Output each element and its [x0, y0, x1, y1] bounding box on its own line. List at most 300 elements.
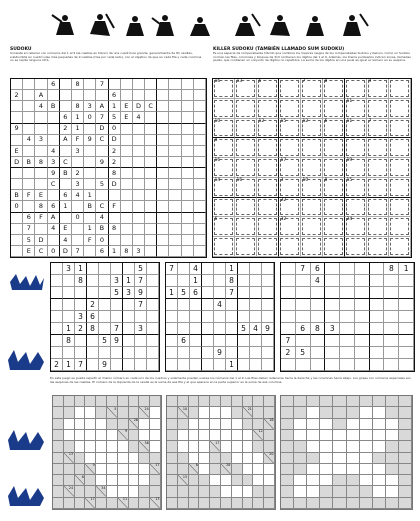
sudoku-cell[interactable]: 8: [72, 79, 84, 90]
killer-cell[interactable]: [345, 138, 367, 158]
sudoku-cell[interactable]: 3: [75, 311, 87, 323]
kakuro-entry-cell[interactable]: [347, 453, 360, 464]
kakuro-entry-cell[interactable]: [96, 419, 107, 430]
sudoku-cell[interactable]: 9: [48, 168, 60, 179]
sudoku-cell[interactable]: [182, 135, 194, 146]
kakuro-entry-cell[interactable]: [221, 475, 232, 486]
kakuro-entry-cell[interactable]: [373, 419, 386, 430]
sudoku-cell[interactable]: [178, 275, 190, 287]
sudoku-cell[interactable]: [370, 299, 385, 311]
sudoku-cell[interactable]: [121, 124, 133, 135]
sudoku-cell[interactable]: [72, 90, 84, 101]
sudoku-cell[interactable]: [135, 335, 147, 347]
sudoku-cell[interactable]: [169, 224, 181, 235]
kakuro-entry-cell[interactable]: [307, 486, 320, 497]
sudoku-cell[interactable]: [99, 311, 111, 323]
sudoku-cell[interactable]: [226, 311, 238, 323]
sudoku-cell[interactable]: [340, 311, 355, 323]
kakuro-entry-cell[interactable]: [199, 407, 210, 418]
killer-cell[interactable]: [213, 119, 235, 139]
killer-cell[interactable]: [323, 79, 345, 99]
kakuro-entry-cell[interactable]: [333, 430, 346, 441]
kakuro-entry-cell[interactable]: [75, 441, 86, 452]
killer-cell[interactable]: [345, 79, 367, 99]
sudoku-cell[interactable]: 8: [121, 246, 133, 257]
sudoku-cell[interactable]: [121, 201, 133, 212]
killer-cell[interactable]: [389, 237, 411, 257]
sudoku-cell[interactable]: [169, 235, 181, 246]
sudoku-cell[interactable]: F: [109, 201, 121, 212]
kakuro-entry-cell[interactable]: [373, 430, 386, 441]
sudoku-cell[interactable]: [281, 263, 296, 275]
sudoku-cell[interactable]: 6: [96, 246, 108, 257]
sudoku-cell[interactable]: [157, 235, 169, 246]
kakuro-entry-cell[interactable]: [107, 430, 118, 441]
kakuro-entry-cell[interactable]: [333, 464, 346, 475]
killer-cell[interactable]: [389, 79, 411, 99]
sudoku-cell[interactable]: [87, 287, 99, 299]
killer-cell[interactable]: [235, 198, 257, 218]
sudoku-cell[interactable]: [399, 275, 414, 287]
sudoku-cell[interactable]: D: [109, 179, 121, 190]
sudoku-cell[interactable]: [355, 287, 370, 299]
killer-cell[interactable]: [279, 138, 301, 158]
sudoku-cell[interactable]: [182, 157, 194, 168]
sudoku-cell[interactable]: C: [48, 179, 60, 190]
sudoku-cell[interactable]: [121, 190, 133, 201]
kakuro-entry-cell[interactable]: [307, 419, 320, 430]
sudoku-cell[interactable]: 7: [135, 299, 147, 311]
killer-cell[interactable]: [213, 99, 235, 119]
sudoku-cell[interactable]: 1: [84, 190, 96, 201]
sudoku-cell[interactable]: [169, 190, 181, 201]
sudoku-cell[interactable]: [262, 347, 274, 359]
killer-cell[interactable]: [213, 217, 235, 237]
sudoku-cell[interactable]: [87, 335, 99, 347]
sudoku-cell[interactable]: 4: [35, 101, 47, 112]
killer-cell[interactable]: [367, 119, 389, 139]
sudoku-cell[interactable]: 1: [166, 287, 178, 299]
killer-cell[interactable]: [345, 99, 367, 119]
sudoku-cell[interactable]: [147, 347, 159, 359]
sudoku-cell[interactable]: [399, 287, 414, 299]
killer-cell[interactable]: [235, 158, 257, 178]
kakuro-entry-cell[interactable]: [75, 419, 86, 430]
sudoku-cell[interactable]: [384, 299, 399, 311]
killer-cell[interactable]: [257, 79, 279, 99]
kakuro-entry-cell[interactable]: [386, 486, 399, 497]
sudoku-cell[interactable]: [133, 168, 145, 179]
sudoku-cell[interactable]: 6: [109, 90, 121, 101]
kakuro-entry-cell[interactable]: [199, 419, 210, 430]
kakuro-entry-cell[interactable]: [243, 464, 254, 475]
kakuro-entry-cell[interactable]: [210, 407, 221, 418]
sudoku-cell[interactable]: [123, 323, 135, 335]
sudoku-cell[interactable]: [111, 311, 123, 323]
sudoku-cell[interactable]: [194, 90, 206, 101]
sudoku-cell[interactable]: [157, 224, 169, 235]
sudoku-cell[interactable]: [109, 235, 121, 246]
sudoku-cell[interactable]: [169, 157, 181, 168]
sudoku-cell[interactable]: [109, 213, 121, 224]
sudoku-cell[interactable]: [48, 124, 60, 135]
sudoku-cell[interactable]: [51, 287, 63, 299]
sudoku-cell[interactable]: [262, 359, 274, 371]
sudoku-cell[interactable]: [399, 299, 414, 311]
sudoku-cell[interactable]: 2: [75, 323, 87, 335]
sudoku-cell[interactable]: 1: [109, 101, 121, 112]
sudoku-cell[interactable]: 4: [250, 323, 262, 335]
sudoku-cell[interactable]: [147, 275, 159, 287]
killer-cell[interactable]: [301, 198, 323, 218]
sudoku-cell[interactable]: 7: [23, 224, 35, 235]
sudoku-cell[interactable]: [214, 263, 226, 275]
sudoku-cell[interactable]: [355, 311, 370, 323]
sudoku-cell[interactable]: B: [96, 224, 108, 235]
killer-cell[interactable]: [257, 178, 279, 198]
sudoku-cell[interactable]: [99, 323, 111, 335]
killer-cell[interactable]: [367, 198, 389, 218]
sudoku-cell[interactable]: [99, 287, 111, 299]
sudoku-cell[interactable]: [87, 359, 99, 371]
sudoku-cell[interactable]: [281, 311, 296, 323]
killer-cell[interactable]: [345, 178, 367, 198]
killer-cell[interactable]: [323, 138, 345, 158]
sudoku-cell[interactable]: [157, 157, 169, 168]
kakuro-entry-cell[interactable]: [150, 407, 161, 418]
sudoku-cell[interactable]: [182, 190, 194, 201]
sudoku-cell[interactable]: [157, 135, 169, 146]
sudoku-cell[interactable]: [296, 311, 311, 323]
sudoku-cell[interactable]: [169, 101, 181, 112]
sudoku-cell[interactable]: [226, 335, 238, 347]
sudoku-cell[interactable]: 5: [296, 347, 311, 359]
sudoku-cell[interactable]: 1: [72, 112, 84, 123]
killer-cell[interactable]: [235, 138, 257, 158]
kakuro-entry-cell[interactable]: [320, 441, 333, 452]
sudoku-cell[interactable]: [51, 263, 63, 275]
sudoku-cell[interactable]: [214, 275, 226, 287]
sudoku-cell[interactable]: 7: [281, 335, 296, 347]
sudoku-cell[interactable]: [72, 157, 84, 168]
sudoku-cell[interactable]: [250, 287, 262, 299]
sudoku-cell[interactable]: [23, 201, 35, 212]
kakuro-entry-cell[interactable]: [360, 419, 373, 430]
sudoku-cell[interactable]: 0: [11, 201, 23, 212]
sudoku-cell[interactable]: [11, 135, 23, 146]
kakuro-entry-cell[interactable]: [189, 453, 200, 464]
kakuro-entry-cell[interactable]: [189, 430, 200, 441]
kakuro-entry-cell[interactable]: [85, 441, 96, 452]
sudoku-cell[interactable]: [296, 335, 311, 347]
sudoku-cell[interactable]: [133, 235, 145, 246]
kakuro-entry-cell[interactable]: [96, 430, 107, 441]
sudoku-cell[interactable]: B: [84, 201, 96, 212]
sudoku-cell[interactable]: [145, 112, 157, 123]
killer-cell[interactable]: [213, 158, 235, 178]
sudoku-cell[interactable]: [340, 323, 355, 335]
sudoku-cell[interactable]: 7: [72, 246, 84, 257]
sudoku-cell[interactable]: [250, 275, 262, 287]
kakuro-entry-cell[interactable]: [85, 419, 96, 430]
kakuro-entry-cell[interactable]: [150, 419, 161, 430]
sudoku-cell[interactable]: [194, 168, 206, 179]
killer-cell[interactable]: [345, 119, 367, 139]
sudoku-cell[interactable]: 9: [96, 157, 108, 168]
sudoku-cell[interactable]: E: [121, 101, 133, 112]
sudoku-cell[interactable]: 7: [226, 287, 238, 299]
kakuro-entry-cell[interactable]: [320, 475, 333, 486]
sudoku-cell[interactable]: [145, 124, 157, 135]
sudoku-cell[interactable]: [147, 263, 159, 275]
sudoku-cell[interactable]: 2: [60, 124, 72, 135]
killer-cell[interactable]: [323, 178, 345, 198]
sudoku-cell[interactable]: [99, 263, 111, 275]
sudoku-cell[interactable]: [75, 347, 87, 359]
sudoku-cell[interactable]: [262, 287, 274, 299]
sudoku-cell[interactable]: [182, 246, 194, 257]
kakuro-entry-cell[interactable]: [253, 475, 264, 486]
sudoku-cell[interactable]: [166, 335, 178, 347]
kakuro-entry-cell[interactable]: [320, 430, 333, 441]
sudoku-cell[interactable]: [51, 335, 63, 347]
kakuro-entry-cell[interactable]: [118, 453, 129, 464]
kakuro-entry-cell[interactable]: [294, 430, 307, 441]
kakuro-entry-cell[interactable]: [178, 441, 189, 452]
sudoku-cell[interactable]: [48, 112, 60, 123]
sudoku-cell[interactable]: 1: [63, 359, 75, 371]
sudoku-cell[interactable]: [178, 299, 190, 311]
sudoku-cell[interactable]: 0: [48, 246, 60, 257]
sudoku-cell[interactable]: [399, 335, 414, 347]
sudoku-cell[interactable]: [87, 263, 99, 275]
killer-cell[interactable]: [235, 217, 257, 237]
sudoku-cell[interactable]: A: [60, 135, 72, 146]
sudoku-cell[interactable]: [399, 311, 414, 323]
sudoku-cell[interactable]: [84, 213, 96, 224]
sudoku-cell[interactable]: 6: [178, 335, 190, 347]
kakuro-entry-cell[interactable]: [360, 475, 373, 486]
sudoku-cell[interactable]: [281, 299, 296, 311]
sudoku-cell[interactable]: [23, 146, 35, 157]
kakuro-entry-cell[interactable]: [118, 464, 129, 475]
sudoku-cell[interactable]: [96, 90, 108, 101]
sudoku-cell[interactable]: [133, 201, 145, 212]
sudoku-cell[interactable]: [190, 359, 202, 371]
sudoku-cell[interactable]: [84, 246, 96, 257]
sudoku-cell[interactable]: [60, 101, 72, 112]
sudoku-cell[interactable]: [182, 201, 194, 212]
sudoku-cell[interactable]: 4: [190, 263, 202, 275]
sudoku-cell[interactable]: [182, 124, 194, 135]
sudoku-cell[interactable]: [145, 79, 157, 90]
sudoku-cell[interactable]: [147, 311, 159, 323]
killer-cell[interactable]: [235, 119, 257, 139]
sudoku-cell[interactable]: [145, 224, 157, 235]
sudoku-cell[interactable]: [190, 347, 202, 359]
sudoku-cell[interactable]: [157, 168, 169, 179]
sudoku-cell[interactable]: [147, 335, 159, 347]
sudoku-cell[interactable]: 8: [87, 323, 99, 335]
sudoku-cell[interactable]: [99, 347, 111, 359]
sudoku-cell[interactable]: [281, 359, 296, 371]
sudoku-cell[interactable]: 8: [226, 275, 238, 287]
sudoku-cell[interactable]: [238, 359, 250, 371]
sudoku-cell[interactable]: 7: [96, 79, 108, 90]
sudoku-cell[interactable]: [96, 146, 108, 157]
sudoku-cell[interactable]: [169, 168, 181, 179]
sudoku-cell[interactable]: [182, 179, 194, 190]
sudoku-cell[interactable]: [109, 190, 121, 201]
sudoku-cell[interactable]: [238, 275, 250, 287]
sudoku-cell[interactable]: F: [84, 235, 96, 246]
kakuro-entry-cell[interactable]: [347, 441, 360, 452]
killer-cell[interactable]: [235, 79, 257, 99]
killer-cell[interactable]: [323, 158, 345, 178]
kakuro-entry-cell[interactable]: [386, 430, 399, 441]
sudoku-cell[interactable]: [23, 79, 35, 90]
sudoku-cell[interactable]: 1: [72, 124, 84, 135]
sudoku-cell[interactable]: [11, 168, 23, 179]
sudoku-cell[interactable]: 6: [60, 190, 72, 201]
sudoku-cell[interactable]: [169, 246, 181, 257]
kakuro-entry-cell[interactable]: [75, 430, 86, 441]
sudoku-cell[interactable]: 8: [109, 168, 121, 179]
killer-cell[interactable]: [345, 217, 367, 237]
kakuro-entry-cell[interactable]: [107, 464, 118, 475]
sudoku-cell[interactable]: [355, 323, 370, 335]
kakuro-entry-cell[interactable]: [307, 464, 320, 475]
sudoku-cell[interactable]: [194, 124, 206, 135]
sudoku-cell[interactable]: E: [121, 112, 133, 123]
sudoku-cell[interactable]: [190, 335, 202, 347]
sudoku-cell[interactable]: 0: [84, 112, 96, 123]
kakuro-entry-cell[interactable]: [232, 486, 243, 497]
sudoku-cell[interactable]: D: [35, 235, 47, 246]
sudoku-cell[interactable]: [169, 112, 181, 123]
sudoku-cell[interactable]: [250, 335, 262, 347]
sudoku-cell[interactable]: [325, 347, 340, 359]
killer-cell[interactable]: [389, 138, 411, 158]
killer-cell[interactable]: [257, 198, 279, 218]
sudoku-cell[interactable]: 7: [135, 275, 147, 287]
sudoku-cell[interactable]: [194, 112, 206, 123]
sudoku-cell[interactable]: [250, 311, 262, 323]
sudoku-cell[interactable]: B: [11, 190, 23, 201]
kakuro-entry-cell[interactable]: [107, 475, 118, 486]
sudoku-cell[interactable]: [370, 359, 385, 371]
sudoku-cell[interactable]: 4: [72, 190, 84, 201]
sudoku-cell[interactable]: [145, 135, 157, 146]
killer-cell[interactable]: [389, 198, 411, 218]
sudoku-cell[interactable]: [75, 335, 87, 347]
sudoku-cell[interactable]: [48, 135, 60, 146]
killer-cell[interactable]: [301, 99, 323, 119]
kakuro-entry-cell[interactable]: [85, 430, 96, 441]
sudoku-cell[interactable]: [384, 347, 399, 359]
sudoku-cell[interactable]: [48, 190, 60, 201]
sudoku-cell[interactable]: [169, 124, 181, 135]
sudoku-cell[interactable]: [23, 124, 35, 135]
sudoku-cell[interactable]: [250, 359, 262, 371]
sudoku-cell[interactable]: [169, 79, 181, 90]
sudoku-cell[interactable]: [11, 79, 23, 90]
killer-cell[interactable]: [345, 198, 367, 218]
sudoku-cell[interactable]: [72, 201, 84, 212]
sudoku-cell[interactable]: [121, 90, 133, 101]
sudoku-cell[interactable]: [63, 299, 75, 311]
sudoku-cell[interactable]: [182, 213, 194, 224]
sudoku-cell[interactable]: 7: [75, 359, 87, 371]
sudoku-cell[interactable]: [84, 90, 96, 101]
sudoku-cell[interactable]: 1: [109, 246, 121, 257]
sudoku-cell[interactable]: [121, 224, 133, 235]
kakuro-entry-cell[interactable]: [118, 475, 129, 486]
sudoku-cell[interactable]: [194, 157, 206, 168]
sudoku-cell[interactable]: D: [133, 101, 145, 112]
sudoku-cell[interactable]: [178, 359, 190, 371]
killer-cell[interactable]: [367, 217, 389, 237]
kakuro-entry-cell[interactable]: [129, 453, 140, 464]
sudoku-cell[interactable]: [325, 275, 340, 287]
sudoku-cell[interactable]: [340, 263, 355, 275]
sudoku-cell[interactable]: 0: [96, 235, 108, 246]
sudoku-cell[interactable]: [238, 263, 250, 275]
sudoku-cell[interactable]: 5: [23, 235, 35, 246]
sudoku-cell[interactable]: 6: [60, 112, 72, 123]
sudoku-cell[interactable]: [145, 235, 157, 246]
sudoku-cell[interactable]: [60, 146, 72, 157]
killer-cell[interactable]: [367, 138, 389, 158]
kakuro-entry-cell[interactable]: [199, 453, 210, 464]
killer-cell[interactable]: [389, 217, 411, 237]
kakuro-entry-cell[interactable]: [232, 430, 243, 441]
sudoku-cell[interactable]: 4: [48, 146, 60, 157]
sudoku-cell[interactable]: [325, 335, 340, 347]
sudoku-cell[interactable]: 6: [48, 79, 60, 90]
sudoku-cell[interactable]: [157, 213, 169, 224]
sudoku-cell[interactable]: B: [60, 168, 72, 179]
sudoku-cell[interactable]: 3: [63, 263, 75, 275]
sudoku-cell[interactable]: [87, 347, 99, 359]
killer-cell[interactable]: [389, 158, 411, 178]
sudoku-cell[interactable]: [166, 347, 178, 359]
sudoku-cell[interactable]: 1: [63, 323, 75, 335]
sudoku-cell[interactable]: [178, 347, 190, 359]
sudoku-cell[interactable]: [111, 263, 123, 275]
sudoku-cell[interactable]: [190, 323, 202, 335]
sudoku-cell[interactable]: [202, 347, 214, 359]
sudoku-cell[interactable]: [35, 179, 47, 190]
sudoku-cell[interactable]: [281, 323, 296, 335]
kakuro-entry-cell[interactable]: [373, 441, 386, 452]
sudoku-cell[interactable]: 8: [75, 275, 87, 287]
sudoku-cell[interactable]: 1: [190, 275, 202, 287]
killer-cell[interactable]: [367, 79, 389, 99]
sudoku-cell[interactable]: [147, 323, 159, 335]
sudoku-cell[interactable]: 5: [178, 287, 190, 299]
sudoku-cell[interactable]: [51, 323, 63, 335]
sudoku-cell[interactable]: 7: [111, 323, 123, 335]
sudoku-cell[interactable]: 2: [87, 299, 99, 311]
sudoku-cell[interactable]: [370, 263, 385, 275]
sudoku-cell[interactable]: [96, 190, 108, 201]
sudoku-cell[interactable]: [296, 299, 311, 311]
sudoku-cell[interactable]: [23, 168, 35, 179]
sudoku-cell[interactable]: 3: [135, 323, 147, 335]
killer-cell[interactable]: [323, 198, 345, 218]
sudoku-cell[interactable]: 2: [281, 347, 296, 359]
